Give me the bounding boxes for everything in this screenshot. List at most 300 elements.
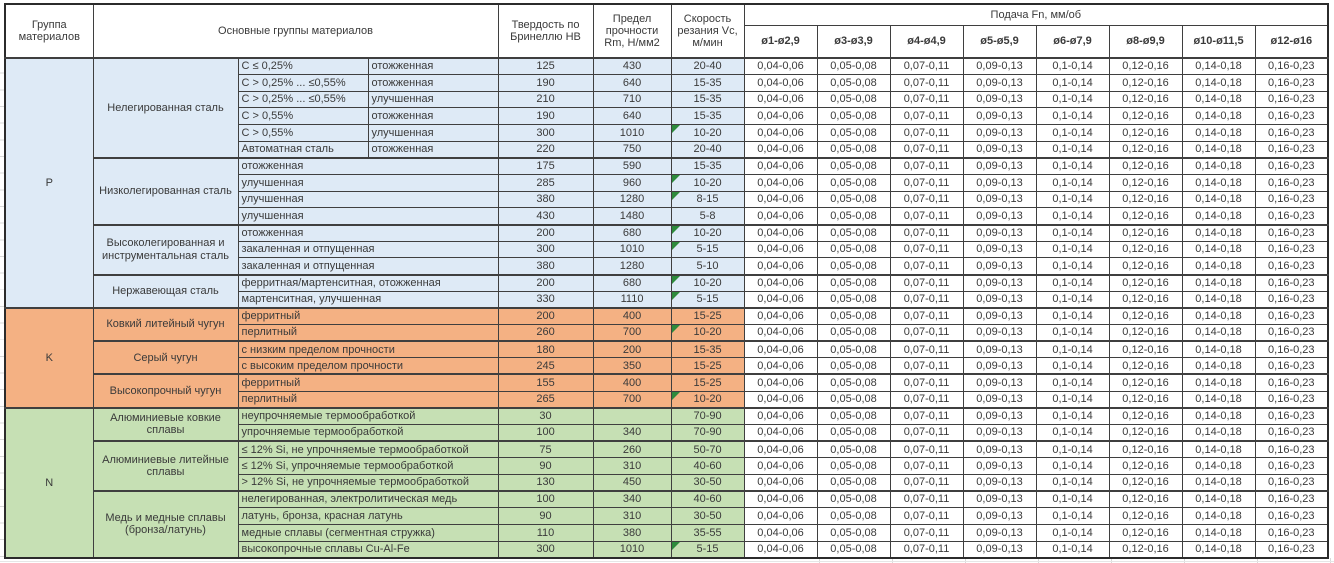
feed-cell[interactable]: 0,1-0,14	[1036, 441, 1109, 458]
feed-cell[interactable]: 0,07-0,11	[890, 308, 963, 325]
feed-cell[interactable]: 0,07-0,11	[890, 208, 963, 225]
hardness-cell[interactable]: 430	[498, 208, 593, 225]
feed-cell[interactable]: 0,16-0,23	[1255, 508, 1328, 525]
feed-cell[interactable]: 0,16-0,23	[1255, 58, 1328, 75]
material-condition-cell[interactable]: улучшенная	[368, 91, 498, 108]
material-detail-cell[interactable]: перлитный	[238, 325, 498, 342]
feed-cell[interactable]: 0,07-0,11	[890, 508, 963, 525]
feed-cell[interactable]: 0,05-0,08	[817, 474, 890, 491]
feed-cell[interactable]: 0,14-0,18	[1182, 325, 1255, 342]
hardness-cell[interactable]: 200	[498, 308, 593, 325]
feed-cell[interactable]: 0,05-0,08	[817, 391, 890, 408]
hardness-cell[interactable]: 130	[498, 474, 593, 491]
material-detail-cell[interactable]: C ≤ 0,25%	[238, 58, 368, 75]
feed-cell[interactable]: 0,04-0,06	[744, 291, 817, 308]
feed-cell[interactable]: 0,09-0,13	[963, 175, 1036, 192]
strength-cell[interactable]: 430	[593, 58, 671, 75]
feed-cell[interactable]: 0,12-0,16	[1109, 241, 1182, 258]
feed-cell[interactable]: 0,16-0,23	[1255, 158, 1328, 175]
speed-cell[interactable]	[671, 424, 744, 441]
material-detail-cell[interactable]: ≤ 12% Si, не упрочняемые термообработкой	[238, 441, 498, 458]
feed-cell[interactable]: 0,07-0,11	[890, 91, 963, 108]
feed-cell[interactable]: 0,09-0,13	[963, 325, 1036, 342]
hardness-cell[interactable]: 180	[498, 341, 593, 358]
feed-cell[interactable]: 0,14-0,18	[1182, 341, 1255, 358]
feed-cell[interactable]: 0,1-0,14	[1036, 458, 1109, 475]
feed-cell[interactable]: 0,1-0,14	[1036, 491, 1109, 508]
strength-cell[interactable]: 700	[593, 391, 671, 408]
material-condition-cell[interactable]: отожженная	[368, 58, 498, 75]
material-detail-cell[interactable]: ферритный	[238, 308, 498, 325]
strength-cell[interactable]: 260	[593, 441, 671, 458]
hardness-cell[interactable]: 30	[498, 408, 593, 425]
feed-cell[interactable]: 0,05-0,08	[817, 541, 890, 558]
material-detail-cell[interactable]: с высоким пределом прочности	[238, 358, 498, 375]
feed-cell[interactable]: 0,05-0,08	[817, 275, 890, 292]
speed-cell[interactable]	[671, 58, 744, 75]
feed-cell[interactable]: 0,14-0,18	[1182, 108, 1255, 125]
feed-cell[interactable]: 0,09-0,13	[963, 424, 1036, 441]
feed-cell[interactable]: 0,07-0,11	[890, 541, 963, 558]
feed-cell[interactable]: 0,07-0,11	[890, 441, 963, 458]
feed-cell[interactable]: 0,05-0,08	[817, 341, 890, 358]
group-code-cell[interactable]: K	[5, 308, 93, 408]
strength-cell[interactable]: 450	[593, 474, 671, 491]
feed-cell[interactable]: 0,1-0,14	[1036, 474, 1109, 491]
strength-cell[interactable]: 310	[593, 458, 671, 475]
hardness-cell[interactable]: 260	[498, 325, 593, 342]
feed-cell[interactable]: 0,14-0,18	[1182, 524, 1255, 541]
feed-cell[interactable]: 0,07-0,11	[890, 291, 963, 308]
material-detail-cell[interactable]: неупрочняемые термообработкой	[238, 408, 498, 425]
feed-cell[interactable]: 0,1-0,14	[1036, 191, 1109, 208]
feed-cell[interactable]: 0,04-0,06	[744, 158, 817, 175]
feed-cell[interactable]: 0,1-0,14	[1036, 291, 1109, 308]
feed-cell[interactable]: 0,12-0,16	[1109, 258, 1182, 275]
feed-cell[interactable]: 0,12-0,16	[1109, 508, 1182, 525]
feed-cell[interactable]: 0,09-0,13	[963, 91, 1036, 108]
strength-cell[interactable]: 340	[593, 491, 671, 508]
feed-cell[interactable]: 0,05-0,08	[817, 291, 890, 308]
hardness-cell[interactable]: 300	[498, 241, 593, 258]
feed-cell[interactable]: 0,07-0,11	[890, 524, 963, 541]
speed-cell[interactable]	[671, 125, 744, 142]
strength-cell[interactable]: 1010	[593, 125, 671, 142]
feed-cell[interactable]: 0,14-0,18	[1182, 208, 1255, 225]
feed-cell[interactable]: 0,1-0,14	[1036, 374, 1109, 391]
feed-cell[interactable]: 0,05-0,08	[817, 175, 890, 192]
material-detail-cell[interactable]: C > 0,25% ... ≤0,55%	[238, 75, 368, 92]
feed-cell[interactable]: 0,12-0,16	[1109, 191, 1182, 208]
feed-cell[interactable]: 0,1-0,14	[1036, 58, 1109, 75]
feed-cell[interactable]: 0,09-0,13	[963, 474, 1036, 491]
feed-cell[interactable]: 0,16-0,23	[1255, 75, 1328, 92]
subgroup-cell[interactable]: Медь и медные сплавы (бронза/латунь)	[93, 491, 238, 558]
feed-cell[interactable]: 0,14-0,18	[1182, 391, 1255, 408]
feed-cell[interactable]: 0,05-0,08	[817, 141, 890, 158]
feed-cell[interactable]: 0,04-0,06	[744, 541, 817, 558]
speed-cell[interactable]	[671, 191, 744, 208]
feed-cell[interactable]: 0,16-0,23	[1255, 424, 1328, 441]
feed-cell[interactable]: 0,07-0,11	[890, 141, 963, 158]
strength-cell[interactable]: 700	[593, 325, 671, 342]
feed-cell[interactable]: 0,14-0,18	[1182, 241, 1255, 258]
feed-cell[interactable]: 0,14-0,18	[1182, 541, 1255, 558]
feed-cell[interactable]: 0,1-0,14	[1036, 91, 1109, 108]
feed-cell[interactable]: 0,04-0,06	[744, 241, 817, 258]
feed-cell[interactable]: 0,16-0,23	[1255, 474, 1328, 491]
feed-cell[interactable]: 0,16-0,23	[1255, 491, 1328, 508]
material-detail-cell[interactable]: C > 0,25% ... ≤0,55%	[238, 91, 368, 108]
material-detail-cell[interactable]: перлитный	[238, 391, 498, 408]
hardness-cell[interactable]: 155	[498, 374, 593, 391]
subgroup-cell[interactable]: Алюминиевые литейные сплавы	[93, 441, 238, 491]
feed-cell[interactable]: 0,12-0,16	[1109, 374, 1182, 391]
hardness-cell[interactable]: 110	[498, 524, 593, 541]
feed-cell[interactable]: 0,07-0,11	[890, 358, 963, 375]
hardness-cell[interactable]: 210	[498, 91, 593, 108]
speed-cell[interactable]	[671, 225, 744, 242]
feed-cell[interactable]: 0,09-0,13	[963, 358, 1036, 375]
material-detail-cell[interactable]: улучшенная	[238, 191, 498, 208]
feed-cell[interactable]: 0,09-0,13	[963, 524, 1036, 541]
feed-cell[interactable]: 0,12-0,16	[1109, 424, 1182, 441]
feed-cell[interactable]: 0,16-0,23	[1255, 208, 1328, 225]
strength-cell[interactable]: 400	[593, 374, 671, 391]
subgroup-cell[interactable]: Нержавеющая сталь	[93, 275, 238, 308]
speed-cell[interactable]	[671, 391, 744, 408]
strength-cell[interactable]: 710	[593, 91, 671, 108]
subgroup-cell[interactable]: Серый чугун	[93, 341, 238, 374]
feed-cell[interactable]: 0,07-0,11	[890, 424, 963, 441]
feed-cell[interactable]: 0,05-0,08	[817, 158, 890, 175]
feed-cell[interactable]: 0,07-0,11	[890, 275, 963, 292]
hardness-cell[interactable]: 380	[498, 258, 593, 275]
header-material-group[interactable]: Группа материалов	[5, 4, 93, 58]
material-detail-cell[interactable]: улучшенная	[238, 175, 498, 192]
header-feed-diameter-0[interactable]: ø1-ø2,9	[744, 25, 817, 58]
feed-cell[interactable]: 0,04-0,06	[744, 225, 817, 242]
feed-cell[interactable]: 0,09-0,13	[963, 208, 1036, 225]
feed-cell[interactable]: 0,07-0,11	[890, 474, 963, 491]
feed-cell[interactable]: 0,1-0,14	[1036, 208, 1109, 225]
hardness-cell[interactable]: 285	[498, 175, 593, 192]
speed-cell[interactable]	[671, 508, 744, 525]
feed-cell[interactable]: 0,12-0,16	[1109, 458, 1182, 475]
feed-cell[interactable]: 0,16-0,23	[1255, 341, 1328, 358]
material-detail-cell[interactable]: C > 0,55%	[238, 125, 368, 142]
hardness-cell[interactable]: 100	[498, 424, 593, 441]
feed-cell[interactable]: 0,12-0,16	[1109, 541, 1182, 558]
feed-cell[interactable]: 0,12-0,16	[1109, 325, 1182, 342]
material-detail-cell[interactable]: отожженная	[238, 225, 498, 242]
header-feed-diameter-2[interactable]: ø4-ø4,9	[890, 25, 963, 58]
speed-cell[interactable]	[671, 474, 744, 491]
subgroup-cell[interactable]: Низколегированная сталь	[93, 158, 238, 225]
feed-cell[interactable]: 0,16-0,23	[1255, 441, 1328, 458]
feed-cell[interactable]: 0,09-0,13	[963, 58, 1036, 75]
feed-cell[interactable]: 0,14-0,18	[1182, 308, 1255, 325]
feed-cell[interactable]: 0,07-0,11	[890, 325, 963, 342]
feed-cell[interactable]: 0,04-0,06	[744, 491, 817, 508]
feed-cell[interactable]: 0,1-0,14	[1036, 424, 1109, 441]
feed-cell[interactable]: 0,12-0,16	[1109, 308, 1182, 325]
feed-cell[interactable]: 0,12-0,16	[1109, 75, 1182, 92]
speed-cell[interactable]	[671, 241, 744, 258]
feed-cell[interactable]: 0,07-0,11	[890, 491, 963, 508]
feed-cell[interactable]: 0,07-0,11	[890, 125, 963, 142]
feed-cell[interactable]: 0,12-0,16	[1109, 141, 1182, 158]
material-condition-cell[interactable]: отожженная	[368, 75, 498, 92]
feed-cell[interactable]: 0,04-0,06	[744, 91, 817, 108]
material-detail-cell[interactable]: закаленная и отпущенная	[238, 241, 498, 258]
feed-cell[interactable]: 0,14-0,18	[1182, 491, 1255, 508]
material-detail-cell[interactable]: Автоматная сталь	[238, 141, 368, 158]
header-strength[interactable]: Предел прочности Rm, Н/мм2	[593, 4, 671, 58]
speed-cell[interactable]	[671, 75, 744, 92]
material-condition-cell[interactable]: улучшенная	[368, 125, 498, 142]
hardness-cell[interactable]: 220	[498, 141, 593, 158]
header-feed[interactable]: Подача Fn, мм/об	[744, 4, 1328, 25]
feed-cell[interactable]: 0,04-0,06	[744, 141, 817, 158]
feed-cell[interactable]: 0,12-0,16	[1109, 491, 1182, 508]
speed-cell[interactable]	[671, 358, 744, 375]
strength-cell[interactable]: 1280	[593, 191, 671, 208]
subgroup-cell[interactable]: Нелегированная сталь	[93, 58, 238, 158]
feed-cell[interactable]: 0,14-0,18	[1182, 175, 1255, 192]
strength-cell[interactable]: 590	[593, 158, 671, 175]
speed-cell[interactable]	[671, 158, 744, 175]
material-detail-cell[interactable]: закаленная и отпущенная	[238, 258, 498, 275]
header-main-groups[interactable]: Основные группы материалов	[93, 4, 498, 58]
feed-cell[interactable]: 0,16-0,23	[1255, 408, 1328, 425]
feed-cell[interactable]: 0,04-0,06	[744, 458, 817, 475]
hardness-cell[interactable]: 300	[498, 541, 593, 558]
feed-cell[interactable]: 0,04-0,06	[744, 391, 817, 408]
feed-cell[interactable]: 0,1-0,14	[1036, 541, 1109, 558]
feed-cell[interactable]: 0,1-0,14	[1036, 125, 1109, 142]
feed-cell[interactable]: 0,04-0,06	[744, 125, 817, 142]
feed-cell[interactable]: 0,12-0,16	[1109, 158, 1182, 175]
feed-cell[interactable]: 0,14-0,18	[1182, 474, 1255, 491]
feed-cell[interactable]: 0,07-0,11	[890, 391, 963, 408]
feed-cell[interactable]: 0,09-0,13	[963, 75, 1036, 92]
material-detail-cell[interactable]: латунь, бронза, красная латунь	[238, 508, 498, 525]
feed-cell[interactable]: 0,09-0,13	[963, 241, 1036, 258]
hardness-cell[interactable]: 90	[498, 458, 593, 475]
feed-cell[interactable]: 0,04-0,06	[744, 341, 817, 358]
group-code-cell[interactable]: N	[5, 408, 93, 558]
strength-cell[interactable]: 1280	[593, 258, 671, 275]
feed-cell[interactable]: 0,05-0,08	[817, 225, 890, 242]
feed-cell[interactable]: 0,04-0,06	[744, 108, 817, 125]
feed-cell[interactable]: 0,14-0,18	[1182, 374, 1255, 391]
feed-cell[interactable]: 0,16-0,23	[1255, 308, 1328, 325]
feed-cell[interactable]: 0,07-0,11	[890, 158, 963, 175]
feed-cell[interactable]: 0,14-0,18	[1182, 91, 1255, 108]
material-detail-cell[interactable]: мартенситная, улучшенная	[238, 291, 498, 308]
feed-cell[interactable]: 0,16-0,23	[1255, 175, 1328, 192]
feed-cell[interactable]: 0,12-0,16	[1109, 474, 1182, 491]
feed-cell[interactable]: 0,16-0,23	[1255, 524, 1328, 541]
feed-cell[interactable]: 0,04-0,06	[744, 474, 817, 491]
strength-cell[interactable]: 1010	[593, 541, 671, 558]
material-detail-cell[interactable]: нелегированная, электролитическая медь	[238, 491, 498, 508]
material-detail-cell[interactable]: упрочняемые термообработкой	[238, 424, 498, 441]
feed-cell[interactable]: 0,16-0,23	[1255, 191, 1328, 208]
feed-cell[interactable]: 0,14-0,18	[1182, 141, 1255, 158]
hardness-cell[interactable]: 380	[498, 191, 593, 208]
header-cutting-speed[interactable]: Скорость резания Vc, м/мин	[671, 4, 744, 58]
feed-cell[interactable]: 0,14-0,18	[1182, 58, 1255, 75]
feed-cell[interactable]: 0,12-0,16	[1109, 91, 1182, 108]
speed-cell[interactable]	[671, 91, 744, 108]
header-feed-diameter-6[interactable]: ø10-ø11,5	[1182, 25, 1255, 58]
feed-cell[interactable]: 0,05-0,08	[817, 491, 890, 508]
feed-cell[interactable]: 0,16-0,23	[1255, 325, 1328, 342]
feed-cell[interactable]: 0,12-0,16	[1109, 125, 1182, 142]
group-code-cell[interactable]: P	[5, 58, 93, 308]
feed-cell[interactable]: 0,16-0,23	[1255, 91, 1328, 108]
feed-cell[interactable]: 0,1-0,14	[1036, 241, 1109, 258]
feed-cell[interactable]: 0,16-0,23	[1255, 225, 1328, 242]
header-feed-diameter-1[interactable]: ø3-ø3,9	[817, 25, 890, 58]
hardness-cell[interactable]: 90	[498, 508, 593, 525]
feed-cell[interactable]: 0,14-0,18	[1182, 191, 1255, 208]
feed-cell[interactable]: 0,1-0,14	[1036, 508, 1109, 525]
feed-cell[interactable]: 0,07-0,11	[890, 458, 963, 475]
speed-cell[interactable]	[671, 408, 744, 425]
feed-cell[interactable]: 0,05-0,08	[817, 258, 890, 275]
feed-cell[interactable]: 0,05-0,08	[817, 108, 890, 125]
feed-cell[interactable]: 0,09-0,13	[963, 541, 1036, 558]
feed-cell[interactable]: 0,16-0,23	[1255, 258, 1328, 275]
feed-cell[interactable]: 0,14-0,18	[1182, 275, 1255, 292]
feed-cell[interactable]: 0,1-0,14	[1036, 75, 1109, 92]
material-detail-cell[interactable]: улучшенная	[238, 208, 498, 225]
feed-cell[interactable]: 0,14-0,18	[1182, 441, 1255, 458]
strength-cell[interactable]: 960	[593, 175, 671, 192]
strength-cell[interactable]: 750	[593, 141, 671, 158]
feed-cell[interactable]: 0,05-0,08	[817, 458, 890, 475]
feed-cell[interactable]: 0,09-0,13	[963, 391, 1036, 408]
material-detail-cell[interactable]: с низким пределом прочности	[238, 341, 498, 358]
feed-cell[interactable]: 0,16-0,23	[1255, 541, 1328, 558]
material-detail-cell[interactable]: ≤ 12% Si, упрочняемые термообработкой	[238, 458, 498, 475]
feed-cell[interactable]: 0,05-0,08	[817, 91, 890, 108]
strength-cell[interactable]: 640	[593, 75, 671, 92]
feed-cell[interactable]: 0,14-0,18	[1182, 424, 1255, 441]
feed-cell[interactable]: 0,04-0,06	[744, 508, 817, 525]
feed-cell[interactable]: 0,1-0,14	[1036, 325, 1109, 342]
feed-cell[interactable]: 0,05-0,08	[817, 58, 890, 75]
header-hardness[interactable]: Твердость по Бринеллю HB	[498, 4, 593, 58]
material-detail-cell[interactable]: ферритный	[238, 374, 498, 391]
feed-cell[interactable]: 0,05-0,08	[817, 308, 890, 325]
feed-cell[interactable]: 0,14-0,18	[1182, 158, 1255, 175]
feed-cell[interactable]: 0,04-0,06	[744, 308, 817, 325]
speed-cell[interactable]	[671, 458, 744, 475]
feed-cell[interactable]: 0,07-0,11	[890, 341, 963, 358]
feed-cell[interactable]: 0,04-0,06	[744, 58, 817, 75]
speed-cell[interactable]	[671, 208, 744, 225]
feed-cell[interactable]: 0,16-0,23	[1255, 125, 1328, 142]
feed-cell[interactable]: 0,14-0,18	[1182, 508, 1255, 525]
hardness-cell[interactable]: 245	[498, 358, 593, 375]
speed-cell[interactable]	[671, 275, 744, 292]
strength-cell[interactable]: 310	[593, 508, 671, 525]
feed-cell[interactable]: 0,04-0,06	[744, 424, 817, 441]
material-detail-cell[interactable]: отожженная	[238, 158, 498, 175]
speed-cell[interactable]	[671, 291, 744, 308]
material-detail-cell[interactable]: > 12% Si, не упрочняемые термообработкой	[238, 474, 498, 491]
strength-cell[interactable]: 380	[593, 524, 671, 541]
feed-cell[interactable]: 0,09-0,13	[963, 408, 1036, 425]
speed-cell[interactable]	[671, 524, 744, 541]
feed-cell[interactable]: 0,16-0,23	[1255, 291, 1328, 308]
speed-cell[interactable]	[671, 441, 744, 458]
hardness-cell[interactable]: 265	[498, 391, 593, 408]
feed-cell[interactable]: 0,09-0,13	[963, 141, 1036, 158]
feed-cell[interactable]: 0,16-0,23	[1255, 108, 1328, 125]
feed-cell[interactable]: 0,09-0,13	[963, 374, 1036, 391]
feed-cell[interactable]: 0,1-0,14	[1036, 108, 1109, 125]
feed-cell[interactable]: 0,04-0,06	[744, 325, 817, 342]
subgroup-cell[interactable]: Высокопрочный чугун	[93, 374, 238, 407]
feed-cell[interactable]: 0,04-0,06	[744, 358, 817, 375]
feed-cell[interactable]: 0,1-0,14	[1036, 225, 1109, 242]
feed-cell[interactable]: 0,1-0,14	[1036, 391, 1109, 408]
feed-cell[interactable]: 0,1-0,14	[1036, 175, 1109, 192]
material-condition-cell[interactable]: отожженная	[368, 108, 498, 125]
speed-cell[interactable]	[671, 308, 744, 325]
feed-cell[interactable]: 0,04-0,06	[744, 374, 817, 391]
feed-cell[interactable]: 0,14-0,18	[1182, 75, 1255, 92]
feed-cell[interactable]: 0,12-0,16	[1109, 175, 1182, 192]
feed-cell[interactable]: 0,07-0,11	[890, 108, 963, 125]
strength-cell[interactable]: 640	[593, 108, 671, 125]
header-feed-diameter-5[interactable]: ø8-ø9,9	[1109, 25, 1182, 58]
feed-cell[interactable]: 0,04-0,06	[744, 208, 817, 225]
speed-cell[interactable]	[671, 141, 744, 158]
feed-cell[interactable]: 0,16-0,23	[1255, 241, 1328, 258]
speed-cell[interactable]	[671, 491, 744, 508]
speed-cell[interactable]	[671, 175, 744, 192]
subgroup-cell[interactable]: Ковкий литейный чугун	[93, 308, 238, 341]
feed-cell[interactable]: 0,16-0,23	[1255, 275, 1328, 292]
feed-cell[interactable]: 0,09-0,13	[963, 441, 1036, 458]
feed-cell[interactable]: 0,14-0,18	[1182, 291, 1255, 308]
hardness-cell[interactable]: 330	[498, 291, 593, 308]
feed-cell[interactable]: 0,09-0,13	[963, 308, 1036, 325]
hardness-cell[interactable]: 300	[498, 125, 593, 142]
feed-cell[interactable]: 0,1-0,14	[1036, 358, 1109, 375]
feed-cell[interactable]: 0,14-0,18	[1182, 458, 1255, 475]
feed-cell[interactable]: 0,14-0,18	[1182, 258, 1255, 275]
hardness-cell[interactable]: 175	[498, 158, 593, 175]
strength-cell[interactable]: 680	[593, 225, 671, 242]
feed-cell[interactable]: 0,1-0,14	[1036, 141, 1109, 158]
feed-cell[interactable]: 0,09-0,13	[963, 491, 1036, 508]
speed-cell[interactable]	[671, 108, 744, 125]
feed-cell[interactable]: 0,05-0,08	[817, 408, 890, 425]
feed-cell[interactable]: 0,09-0,13	[963, 275, 1036, 292]
speed-cell[interactable]	[671, 341, 744, 358]
header-feed-diameter-7[interactable]: ø12-ø16	[1255, 25, 1328, 58]
speed-cell[interactable]	[671, 325, 744, 342]
feed-cell[interactable]: 0,04-0,06	[744, 75, 817, 92]
hardness-cell[interactable]: 200	[498, 275, 593, 292]
